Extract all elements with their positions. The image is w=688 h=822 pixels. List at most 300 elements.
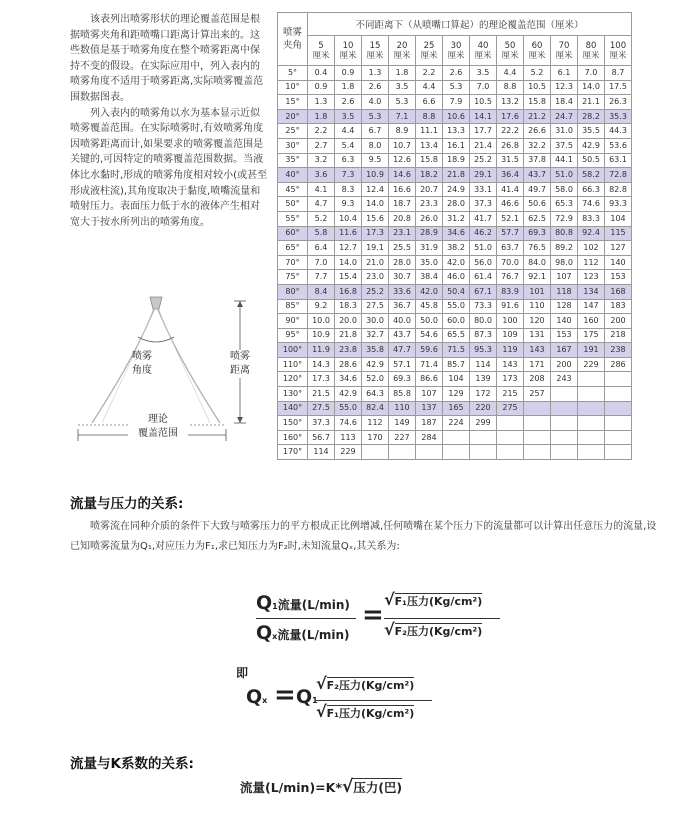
- fraction-bar-right: [384, 618, 500, 619]
- coverage-cell: 7.0: [470, 80, 497, 95]
- angle-cell: 25°: [278, 124, 308, 139]
- coverage-cell: 37.8: [524, 153, 551, 168]
- table-title: 不同距离下（从喷嘴口算起）的理论覆盖范围（厘米）: [308, 13, 632, 36]
- coverage-cell: 17.3: [308, 372, 335, 387]
- coverage-cell: 23.3: [416, 197, 443, 212]
- coverage-cell: [605, 430, 632, 445]
- fraction-bar-3: [316, 700, 432, 701]
- qx-term: Qx: [246, 686, 268, 708]
- coverage-label: 理论 覆盖范围: [128, 413, 188, 441]
- coverage-cell: 17.7: [470, 124, 497, 139]
- coverage-cell: 7.1: [389, 109, 416, 124]
- coverage-cell: [362, 445, 389, 460]
- coverage-cell: 82.8: [605, 182, 632, 197]
- coverage-cell: 45.8: [416, 299, 443, 314]
- coverage-cell: 149: [389, 416, 416, 431]
- coverage-cell: 38.4: [416, 270, 443, 285]
- coverage-cell: 42.0: [443, 255, 470, 270]
- coverage-cell: 72.8: [605, 168, 632, 183]
- coverage-cell: 115: [605, 226, 632, 241]
- angle-cell: 80°: [278, 284, 308, 299]
- table-row: [278, 416, 632, 431]
- distance-header-cell: 60 厘米: [524, 36, 551, 66]
- coverage-cell: 26.3: [605, 95, 632, 110]
- qx-formula: [246, 672, 446, 732]
- angle-cell: 70°: [278, 255, 308, 270]
- coverage-cell: 36.7: [389, 299, 416, 314]
- coverage-cell: 73.3: [470, 299, 497, 314]
- coverage-cell: 165: [443, 401, 470, 416]
- coverage-cell: 43.7: [389, 328, 416, 343]
- angle-cell: 35°: [278, 153, 308, 168]
- coverage-cell: 64.3: [362, 387, 389, 402]
- coverage-cell: 25.5: [389, 241, 416, 256]
- coverage-cell: 101: [524, 284, 551, 299]
- coverage-cell: 238: [605, 343, 632, 358]
- coverage-cell: 28.0: [389, 255, 416, 270]
- coverage-cell: 8.7: [605, 66, 632, 81]
- angle-cell: 170°: [278, 445, 308, 460]
- coverage-cell: 17.3: [362, 226, 389, 241]
- coverage-cell: 10.5: [470, 95, 497, 110]
- coverage-cell: 23.8: [335, 343, 362, 358]
- angle-cell: 55°: [278, 211, 308, 226]
- coverage-cell: 26.6: [524, 124, 551, 139]
- coverage-cell: 171: [524, 357, 551, 372]
- coverage-cell: 2.2: [308, 124, 335, 139]
- coverage-cell: 49.7: [524, 182, 551, 197]
- coverage-cell: [551, 445, 578, 460]
- coverage-cell: 41.7: [470, 211, 497, 226]
- coverage-cell: [578, 430, 605, 445]
- coverage-cell: 46.2: [470, 226, 497, 241]
- coverage-cell: 30.7: [389, 270, 416, 285]
- coverage-cell: 37.5: [551, 138, 578, 153]
- coverage-cell: [389, 445, 416, 460]
- coverage-cell: [605, 416, 632, 431]
- coverage-cell: 28.2: [578, 109, 605, 124]
- coverage-cell: 129: [443, 387, 470, 402]
- coverage-cell: 38.2: [443, 241, 470, 256]
- coverage-cell: 31.9: [416, 241, 443, 256]
- coverage-cell: 42.9: [335, 387, 362, 402]
- coverage-cell: 7.3: [335, 168, 362, 183]
- distance-header-cell: 40 厘米: [470, 36, 497, 66]
- coverage-cell: 6.3: [335, 153, 362, 168]
- coverage-cell: 14.6: [389, 168, 416, 183]
- coverage-cell: 143: [524, 343, 551, 358]
- coverage-cell: 21.2: [524, 109, 551, 124]
- coverage-cell: 8.8: [497, 80, 524, 95]
- angle-cell: 75°: [278, 270, 308, 285]
- coverage-cell: 57.1: [389, 357, 416, 372]
- spray-diagram: [70, 295, 270, 455]
- coverage-cell: 50.0: [416, 314, 443, 329]
- coverage-table-body: [278, 66, 632, 460]
- coverage-cell: 243: [551, 372, 578, 387]
- coverage-cell: 257: [524, 387, 551, 402]
- coverage-cell: 4.7: [308, 197, 335, 212]
- coverage-cell: 173: [497, 372, 524, 387]
- coverage-cell: 120: [524, 314, 551, 329]
- coverage-cell: 66.3: [578, 182, 605, 197]
- coverage-cell: 8.9: [389, 124, 416, 139]
- coverage-cell: [497, 416, 524, 431]
- coverage-cell: 71.4: [416, 357, 443, 372]
- coverage-cell: 28.0: [443, 197, 470, 212]
- coverage-cell: 82.4: [362, 401, 389, 416]
- table-row: [278, 270, 632, 285]
- coverage-table-wrap: [277, 12, 632, 460]
- sqrt-f2-term: √F₂压力(Kg/cm²): [384, 620, 483, 639]
- table-row: [278, 138, 632, 153]
- coverage-cell: 9.3: [335, 197, 362, 212]
- coverage-cell: 69.3: [524, 226, 551, 241]
- coverage-cell: 3.2: [308, 153, 335, 168]
- coverage-cell: 5.3: [362, 109, 389, 124]
- table-row: [278, 66, 632, 81]
- coverage-cell: 5.2: [308, 211, 335, 226]
- coverage-cell: 275: [497, 401, 524, 416]
- q1-term: Q1: [296, 686, 318, 708]
- coverage-cell: 7.0: [578, 66, 605, 81]
- sqrt-symbol: √: [316, 674, 327, 693]
- coverage-cell: 208: [524, 372, 551, 387]
- coverage-cell: 42.9: [362, 357, 389, 372]
- coverage-cell: 52.1: [497, 211, 524, 226]
- table-row: [278, 299, 632, 314]
- coverage-cell: 9.2: [308, 299, 335, 314]
- coverage-cell: 153: [551, 328, 578, 343]
- table-row: [278, 182, 632, 197]
- distance-header-cell: 5 厘米: [308, 36, 335, 66]
- coverage-cell: 89.2: [551, 241, 578, 256]
- distance-header-cell: 15 厘米: [362, 36, 389, 66]
- coverage-cell: 2.7: [308, 138, 335, 153]
- coverage-cell: 40.0: [389, 314, 416, 329]
- coverage-cell: 110: [524, 299, 551, 314]
- coverage-cell: 112: [578, 255, 605, 270]
- distance-header-cell: 10 厘米: [335, 36, 362, 66]
- table-row: [278, 124, 632, 139]
- coverage-cell: 6.6: [416, 95, 443, 110]
- angle-cell: 40°: [278, 168, 308, 183]
- coverage-cell: 24.7: [551, 109, 578, 124]
- coverage-cell: 147: [578, 299, 605, 314]
- coverage-cell: 4.4: [497, 66, 524, 81]
- coverage-cell: 1.3: [362, 66, 389, 81]
- coverage-cell: 17.5: [605, 80, 632, 95]
- coverage-cell: 139: [470, 372, 497, 387]
- coverage-cell: 71.5: [443, 343, 470, 358]
- coverage-cell: [605, 445, 632, 460]
- coverage-cell: 3.6: [308, 168, 335, 183]
- table-row: [278, 445, 632, 460]
- coverage-cell: 119: [497, 343, 524, 358]
- coverage-cell: 41.4: [497, 182, 524, 197]
- coverage-cell: [443, 445, 470, 460]
- angle-cell: 50°: [278, 197, 308, 212]
- coverage-cell: 13.2: [497, 95, 524, 110]
- coverage-cell: 92.4: [578, 226, 605, 241]
- coverage-cell: 70.0: [497, 255, 524, 270]
- coverage-cell: 83.3: [578, 211, 605, 226]
- coverage-cell: 91.6: [497, 299, 524, 314]
- coverage-cell: 58.2: [578, 168, 605, 183]
- angle-cell: 5°: [278, 66, 308, 81]
- coverage-cell: 0.9: [335, 66, 362, 81]
- coverage-cell: 11.9: [308, 343, 335, 358]
- coverage-cell: 65.5: [443, 328, 470, 343]
- table-row: [278, 314, 632, 329]
- coverage-cell: 6.4: [308, 241, 335, 256]
- coverage-cell: 25.2: [362, 284, 389, 299]
- coverage-cell: 42.9: [578, 138, 605, 153]
- coverage-cell: 80.8: [551, 226, 578, 241]
- coverage-cell: 218: [605, 328, 632, 343]
- coverage-cell: [524, 401, 551, 416]
- coverage-cell: 14.1: [470, 109, 497, 124]
- coverage-cell: 65.3: [551, 197, 578, 212]
- coverage-cell: 28.6: [335, 357, 362, 372]
- coverage-cell: 183: [605, 299, 632, 314]
- coverage-cell: 17.6: [497, 109, 524, 124]
- coverage-cell: 21.1: [578, 95, 605, 110]
- distance-header-row: [278, 36, 632, 66]
- flow-k-heading: 流量与K系数的关系:: [70, 756, 194, 772]
- coverage-cell: 21.5: [308, 387, 335, 402]
- coverage-cell: 84.0: [524, 255, 551, 270]
- coverage-cell: 10.5: [524, 80, 551, 95]
- coverage-cell: [497, 430, 524, 445]
- coverage-cell: 67.1: [470, 284, 497, 299]
- coverage-cell: 5.8: [308, 226, 335, 241]
- coverage-cell: [605, 372, 632, 387]
- coverage-cell: 10.9: [362, 168, 389, 183]
- angle-cell: 10°: [278, 80, 308, 95]
- coverage-cell: 59.6: [416, 343, 443, 358]
- distance-header-cell: 25 厘米: [416, 36, 443, 66]
- sqrt-symbol: √: [341, 777, 354, 797]
- coverage-cell: 93.3: [605, 197, 632, 212]
- coverage-cell: 86.6: [416, 372, 443, 387]
- equals-sign-2: =: [274, 680, 296, 710]
- qx-flow-term: Qx流量(L/min): [256, 622, 350, 644]
- coverage-cell: 11.6: [335, 226, 362, 241]
- coverage-cell: 140: [605, 255, 632, 270]
- coverage-cell: [551, 387, 578, 402]
- coverage-cell: 104: [443, 372, 470, 387]
- coverage-cell: 153: [605, 270, 632, 285]
- table-row: [278, 430, 632, 445]
- coverage-cell: 18.2: [416, 168, 443, 183]
- coverage-cell: 5.3: [389, 95, 416, 110]
- table-row: [278, 343, 632, 358]
- coverage-cell: [524, 430, 551, 445]
- coverage-cell: 35.3: [605, 109, 632, 124]
- coverage-cell: 14.0: [362, 197, 389, 212]
- flow-pressure-heading: 流量与压力的关系:: [70, 496, 184, 512]
- coverage-cell: 123: [578, 270, 605, 285]
- coverage-cell: 140: [551, 314, 578, 329]
- coverage-cell: 16.6: [389, 182, 416, 197]
- coverage-cell: 8.0: [362, 138, 389, 153]
- coverage-cell: 42.0: [416, 284, 443, 299]
- coverage-cell: 60.0: [443, 314, 470, 329]
- coverage-cell: 175: [578, 328, 605, 343]
- coverage-cell: [605, 401, 632, 416]
- coverage-table: [277, 12, 632, 460]
- table-row: [278, 387, 632, 402]
- coverage-cell: 6.7: [362, 124, 389, 139]
- table-row: [278, 284, 632, 299]
- coverage-cell: 22.2: [497, 124, 524, 139]
- coverage-cell: 37.3: [308, 416, 335, 431]
- coverage-cell: 32.7: [362, 328, 389, 343]
- coverage-cell: 47.7: [389, 343, 416, 358]
- coverage-cell: 23.1: [389, 226, 416, 241]
- coverage-cell: 83.9: [497, 284, 524, 299]
- coverage-cell: 200: [551, 357, 578, 372]
- coverage-cell: 2.6: [362, 80, 389, 95]
- distance-header-cell: 80 厘米: [578, 36, 605, 66]
- coverage-cell: 107: [416, 387, 443, 402]
- coverage-cell: 16.1: [443, 138, 470, 153]
- coverage-cell: 18.3: [335, 299, 362, 314]
- coverage-cell: 20.8: [389, 211, 416, 226]
- angle-cell: 100°: [278, 343, 308, 358]
- angle-cell: 30°: [278, 138, 308, 153]
- table-row: [278, 95, 632, 110]
- sqrt-symbol: √: [316, 702, 327, 721]
- coverage-cell: 170: [362, 430, 389, 445]
- coverage-cell: 8.4: [308, 284, 335, 299]
- spray-angle-label: 喷雾 角度: [132, 351, 152, 376]
- coverage-cell: [551, 416, 578, 431]
- coverage-cell: 227: [389, 430, 416, 445]
- coverage-cell: 7.7: [308, 270, 335, 285]
- coverage-cell: 63.7: [497, 241, 524, 256]
- sqrt-f1-term: √F₁压力(Kg/cm²): [384, 590, 483, 609]
- coverage-cell: 14.0: [578, 80, 605, 95]
- coverage-cell: [578, 416, 605, 431]
- coverage-cell: 15.6: [362, 211, 389, 226]
- coverage-cell: 3.5: [335, 109, 362, 124]
- sqrt-symbol: √: [384, 590, 395, 609]
- coverage-cell: 15.8: [416, 153, 443, 168]
- coverage-cell: 107: [551, 270, 578, 285]
- coverage-cell: 127: [605, 241, 632, 256]
- coverage-cell: 11.1: [416, 124, 443, 139]
- coverage-cell: 109: [497, 328, 524, 343]
- distance-header-cell: 100 厘米: [605, 36, 632, 66]
- table-row: [278, 211, 632, 226]
- coverage-cell: 160: [578, 314, 605, 329]
- angle-cell: 110°: [278, 357, 308, 372]
- coverage-cell: 55.0: [443, 299, 470, 314]
- coverage-cell: 12.4: [362, 182, 389, 197]
- distance-header-cell: 20 厘米: [389, 36, 416, 66]
- coverage-cell: 57.7: [497, 226, 524, 241]
- coverage-cell: 12.3: [551, 80, 578, 95]
- coverage-cell: 10.0: [308, 314, 335, 329]
- coverage-cell: [551, 401, 578, 416]
- coverage-cell: 36.4: [497, 168, 524, 183]
- coverage-cell: 46.0: [443, 270, 470, 285]
- table-row: [278, 241, 632, 256]
- coverage-cell: 63.1: [605, 153, 632, 168]
- coverage-cell: 5.3: [443, 80, 470, 95]
- coverage-cell: 14.0: [335, 255, 362, 270]
- angle-cell: 150°: [278, 416, 308, 431]
- intro-text: [70, 12, 268, 230]
- coverage-cell: 61.4: [470, 270, 497, 285]
- coverage-cell: 167: [551, 343, 578, 358]
- coverage-cell: 51.0: [551, 168, 578, 183]
- coverage-cell: 21.8: [443, 168, 470, 183]
- angle-cell: 160°: [278, 430, 308, 445]
- coverage-cell: 8.8: [416, 109, 443, 124]
- table-row: [278, 226, 632, 241]
- sqrt-symbol: √: [384, 620, 395, 639]
- coverage-cell: 220: [470, 401, 497, 416]
- coverage-cell: 15.8: [524, 95, 551, 110]
- coverage-cell: 286: [605, 357, 632, 372]
- coverage-cell: 13.4: [416, 138, 443, 153]
- spray-angle-header: 喷雾 夹角: [278, 13, 308, 66]
- coverage-cell: 44.1: [551, 153, 578, 168]
- flow-k-formula: 流量(L/min)=K*√压力(巴): [240, 777, 403, 797]
- table-row: [278, 153, 632, 168]
- spray-distance-label: 喷雾 距离: [220, 350, 260, 378]
- coverage-cell: 112: [362, 416, 389, 431]
- coverage-cell: [443, 430, 470, 445]
- angle-cell: 60°: [278, 226, 308, 241]
- intro-paragraph-2: 列入表内的喷雾角以水为基本显示近似喷雾覆盖范围。在实际喷雾时,有效喷雾角度因喷雾距离而计,如果要求的喷雾覆盖范围是关键的,可因特定的喷雾覆盖范围数据。当液体比水黏时,形成的喷雾角度相对较小(或甚至形成液柱流),其角度取决于黏度,喷嘴流量和喷射压力。表面压力低于水的液体产生相对宽大于按水所列出的喷雾角度。: [70, 107, 268, 228]
- coverage-cell: 6.1: [551, 66, 578, 81]
- coverage-cell: 10.6: [443, 109, 470, 124]
- coverage-cell: 224: [443, 416, 470, 431]
- coverage-cell: 4.1: [308, 182, 335, 197]
- coverage-cell: 100: [497, 314, 524, 329]
- coverage-cell: [551, 430, 578, 445]
- coverage-cell: 28.9: [416, 226, 443, 241]
- angle-cell: 130°: [278, 387, 308, 402]
- coverage-cell: 35.5: [578, 124, 605, 139]
- flow-pressure-paragraph: 喷雾流在同种介质的条件下大致与喷雾压力的平方根成正比例增减,任何喷嘴在某个压力下的流量都可以计算出任意压力的流量,设已知喷雾流量为Q₁,对应压力为F₁,求已知压力为F₂时,未知流量Qₓ,其关系为:: [70, 521, 657, 552]
- coverage-cell: 43.7: [524, 168, 551, 183]
- q1-flow-term: Q1流量(L/min): [256, 592, 350, 614]
- table-row: [278, 168, 632, 183]
- coverage-cell: 98.0: [551, 255, 578, 270]
- intro-paragraph-1: 该表列出喷雾形状的理论覆盖范围是根据喷雾夹角和距喷嘴口距离计算出来的。这些数值是基于喷雾角度在整个喷雾距离中保持不变的假设。在实际应用中，列入表内的喷雾角度不适用于喷雾距离,实际喷雾覆盖范围数据图表。: [70, 14, 264, 103]
- coverage-cell: 0.9: [308, 80, 335, 95]
- coverage-cell: 35.0: [416, 255, 443, 270]
- coverage-cell: 104: [605, 211, 632, 226]
- coverage-cell: 76.5: [524, 241, 551, 256]
- coverage-cell: [605, 387, 632, 402]
- coverage-cell: 21.8: [335, 328, 362, 343]
- distance-header-cell: 30 厘米: [443, 36, 470, 66]
- coverage-cell: 35.8: [362, 343, 389, 358]
- table-row: [278, 328, 632, 343]
- coverage-cell: 31.0: [551, 124, 578, 139]
- coverage-cell: 5.2: [524, 66, 551, 81]
- coverage-cell: 1.3: [308, 95, 335, 110]
- coverage-cell: 74.6: [578, 197, 605, 212]
- coverage-cell: [578, 401, 605, 416]
- coverage-cell: 74.6: [335, 416, 362, 431]
